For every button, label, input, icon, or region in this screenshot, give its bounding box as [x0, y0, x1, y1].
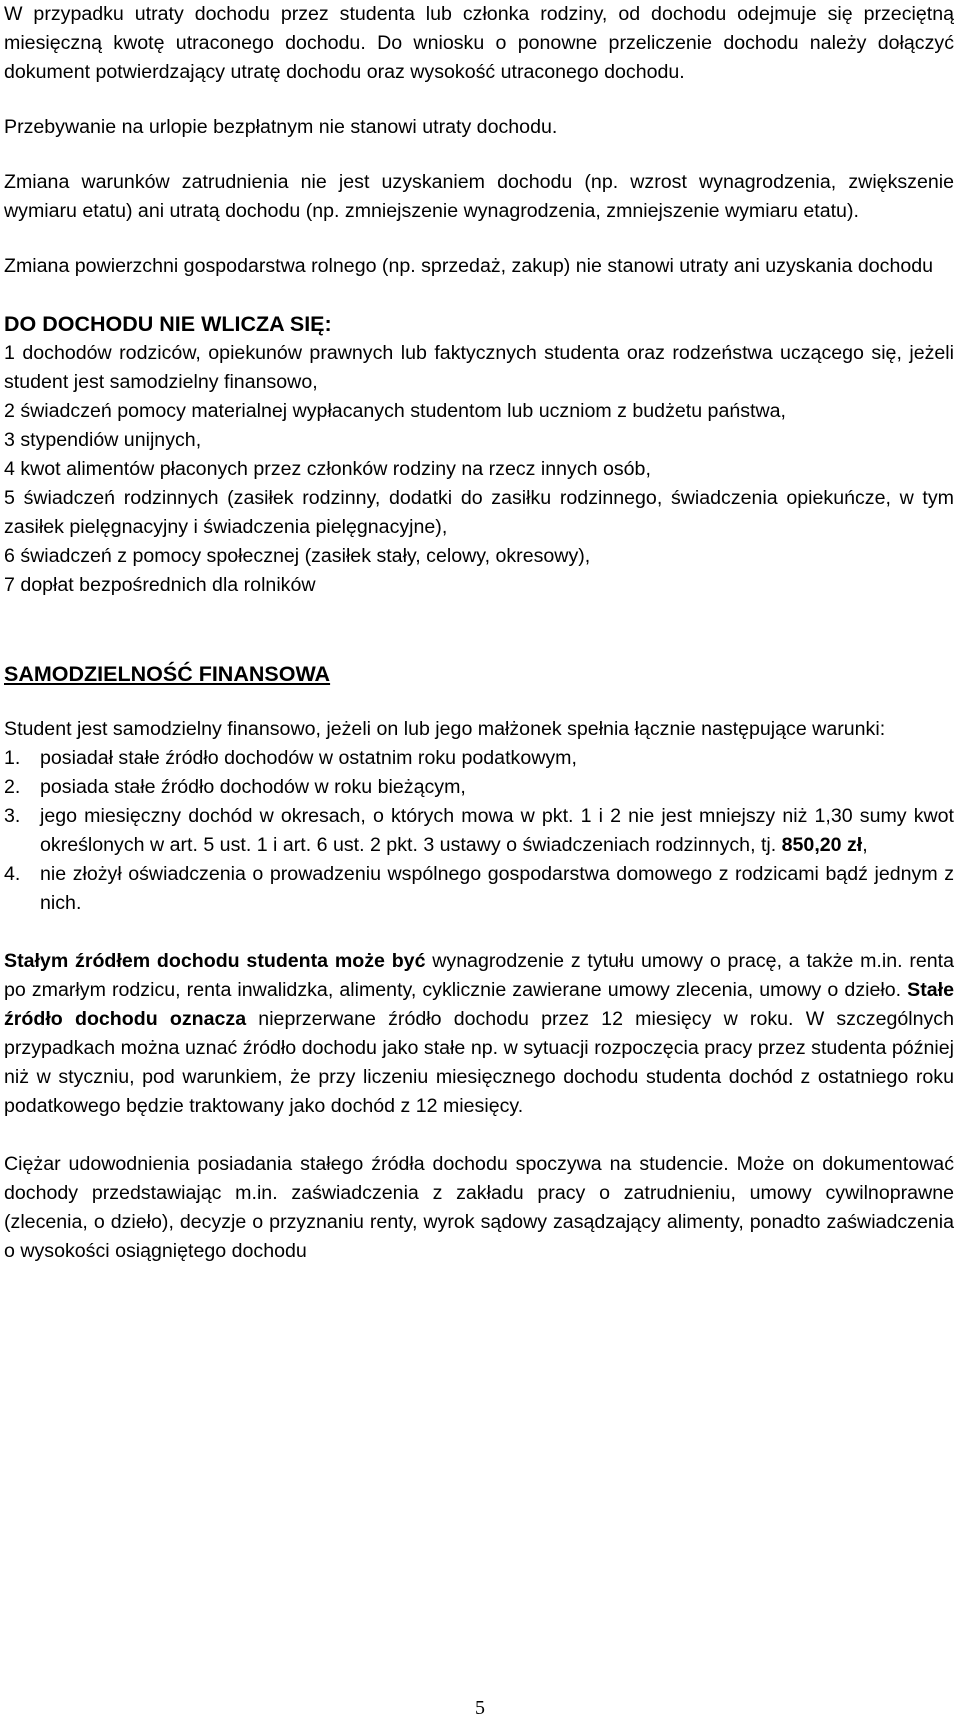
paragraph-income-loss: W przypadku utraty dochodu przez studenta lub członka rodziny, od dochodu odejmuje się przeciętną miesięczną kwotę utraconego dochodu. Do wniosku o ponowne przeliczenie dochodu należy dołączyć dokument potwierdzający utratę dochodu oraz wysokość utraconego dochodu. [4, 3, 954, 83]
bold-phrase: Stałe źródło dochodu oznacza [4, 979, 954, 1030]
list-item: 5 świadczeń rodzinnych (zasiłek rodzinny, dodatki do zasiłku rodzinnego, świadczenia opiekuńcze, w tym zasiłek pielęgnacyjny i świadczenia pielęgnacyjne), [4, 487, 954, 538]
list-item: 3 stypendiów unijnych, [4, 429, 202, 451]
paragraph-unpaid-leave: Przebywanie na urlopie bezpłatnym nie stanowi utraty dochodu. [4, 116, 558, 138]
heading-excluded-income: DO DOCHODU NIE WLICZA SIĘ: [4, 312, 332, 336]
paragraph-farm-change: Zmiana powierzchni gospodarstwa rolnego (np. sprzedaż, zakup) nie stanowi utraty ani uzyskania dochodu [4, 255, 934, 277]
list-item [4, 860, 954, 918]
condition-text-end: , [862, 834, 868, 856]
list-text [40, 802, 954, 860]
list-number: 4. [4, 863, 21, 885]
list-item: 6 świadczeń z pomocy społecznej (zasiłek stały, celowy, okresowy), [4, 545, 591, 567]
bold-phrase: Stałym źródłem dochodu studenta może być [4, 950, 426, 972]
list-number: 1. [4, 747, 21, 769]
list-text: nie złożył oświadczenia o prowadzeniu wspólnego gospodarstwa domowego z rodzicami bądź jednym z nich. [40, 863, 954, 914]
list-item: 1 dochodów rodziców, opiekunów prawnych lub faktycznych studenta oraz rodzeństwa uczącego się, jeżeli student jest samodzielny finansowo, [4, 342, 954, 393]
list-text: posiadał stałe źródło dochodów w ostatnim roku podatkowym, [40, 747, 577, 769]
list-item: 2 świadczeń pomocy materialnej wypłacanych studentom lub uczniom z budżetu państwa, [4, 400, 786, 422]
list-item [4, 744, 954, 773]
list-item: 4 kwot alimentów płaconych przez członków rodziny na rzecz innych osób, [4, 458, 651, 480]
text-run: nieprzerwane źródło dochodu przez 12 miesięcy w roku. W szczególnych przypadkach można uznać źródło dochodu jako stałe np. w sytuacji rozpoczęcia pracy przez studenta później niż w styczniu, pod warunkiem, że przy liczeniu miesięcznego dochodu studenta dochód z ostatniego roku podatkowego będzie traktowany jako dochód z 12 miesięcy. [4, 1008, 955, 1117]
page-number: 5 [475, 1697, 485, 1719]
list-item [4, 802, 954, 860]
list-number: 3. [4, 805, 21, 827]
paragraph-burden-of-proof: Ciężar udowodnienia posiadania stałego źródła dochodu spoczywa na studencie. Może on dokumentować dochody przedstawiając m.in. zaświadczenia z zakładu pracy o zatrudnieniu, umowy cywilnoprawne (zlecenia, o dzieło), decyzje o przyznaniu renty, wyrok sądowy zasądzający alimenty, ponadto zaświadczenia o wysokości osiągniętego dochodu [4, 1153, 954, 1262]
list-number: 2. [4, 776, 21, 798]
list-item [4, 773, 954, 802]
paragraph-employment-change: Zmiana warunków zatrudnienia nie jest uzyskaniem dochodu (np. wzrost wynagrodzenia, zwiększenie wymiaru etatu) ani utratą dochodu (np. zmniejszenie wynagrodzenia, zmniejszenie wymiaru etatu). [4, 171, 954, 222]
list-item: 7 dopłat bezpośrednich dla rolników [4, 574, 316, 596]
list-text: posiada stałe źródło dochodów w roku bieżącym, [40, 776, 466, 798]
excluded-income-list [4, 339, 954, 600]
condition-text: jego miesięczny dochód w okresach, o których mowa w pkt. 1 i 2 nie jest mniejszy niż 1,30 sumy kwot określonych w art. 5 ust. 1 i art. 6 ust. 2 pkt. 3 ustawy o świadczeniach rodzinnych, tj. [40, 805, 954, 856]
paragraph-stable-source [4, 947, 954, 1121]
amount-value: 850,20 zł [781, 834, 863, 856]
text-run: wynagrodzenie z tytułu umowy o pracę, a także m.in. renta po zmarłym rodzicu, renta inwalidzka, alimenty, cyklicznie zawierane umowy zlecenia, umowy o dzieło. [4, 950, 954, 1001]
independence-conditions-list [4, 744, 954, 918]
heading-financial-independence: SAMODZIELNOŚĆ FINANSOWA [4, 662, 331, 686]
paragraph-independence-intro: Student jest samodzielny finansowo, jeżeli on lub jego małżonek spełnia łącznie następujące warunki: [4, 718, 886, 740]
